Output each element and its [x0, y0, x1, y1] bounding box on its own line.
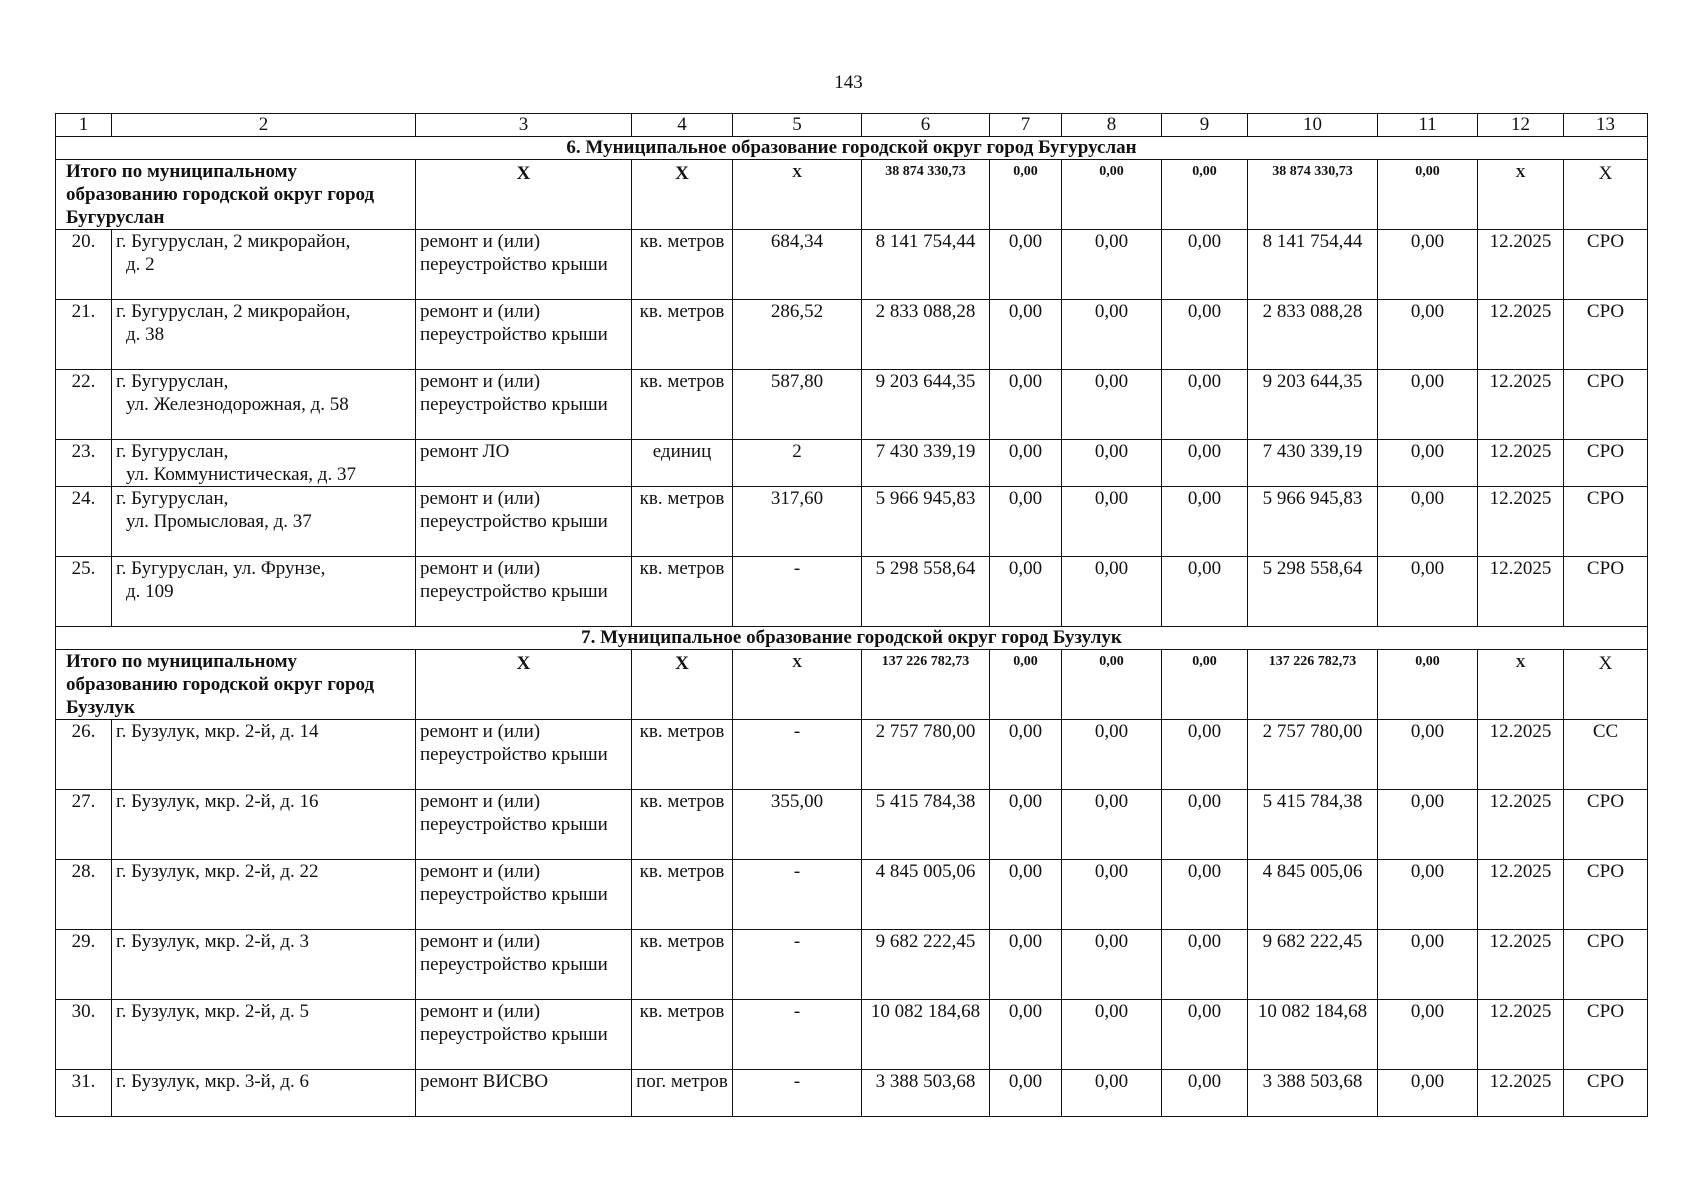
col8-value: 0,00: [1062, 930, 1162, 1000]
col8-value: 0,00: [1062, 440, 1162, 487]
address-line: д. 38: [126, 324, 165, 345]
col11-value: 0,00: [1378, 557, 1478, 627]
column-number-cell: 5: [733, 114, 862, 137]
unit: кв. метров: [632, 487, 733, 557]
work-type: ремонт и (или) переустройство крыши: [416, 300, 632, 370]
row-number: 23.: [56, 440, 112, 487]
col7-value: 0,00: [990, 930, 1062, 1000]
total-cost: 7 430 339,19: [862, 440, 990, 487]
quantity: -: [733, 1070, 862, 1117]
col11-value: 0,00: [1378, 1000, 1478, 1070]
address-line: г. Бузулук, мкр. 2-й, д. 5: [116, 1001, 309, 1022]
total-col10: 38 874 330,73: [1248, 160, 1378, 230]
completion-date: 12.2025: [1478, 300, 1564, 370]
col9-value: 0,00: [1162, 860, 1248, 930]
col9-value: 0,00: [1162, 300, 1248, 370]
column-number-cell: 3: [416, 114, 632, 137]
address-cell: [112, 557, 416, 627]
work-type: ремонт и (или) переустройство крыши: [416, 930, 632, 1000]
work-type: ремонт и (или) переустройство крыши: [416, 487, 632, 557]
col8-value: 0,00: [1062, 300, 1162, 370]
quantity: -: [733, 720, 862, 790]
total-cost: 10 082 184,68: [862, 1000, 990, 1070]
col11-value: 0,00: [1378, 930, 1478, 1000]
total-col7: 0,00: [990, 650, 1062, 720]
quantity: -: [733, 557, 862, 627]
col7-value: 0,00: [990, 557, 1062, 627]
executor: СРО: [1564, 930, 1648, 1000]
executor: СС: [1564, 720, 1648, 790]
total-col8: 0,00: [1062, 650, 1162, 720]
total-executor: X: [1564, 650, 1648, 720]
unit: кв. метров: [632, 720, 733, 790]
col9-value: 0,00: [1162, 720, 1248, 790]
executor: СРО: [1564, 1000, 1648, 1070]
col10-value: 9 682 222,45: [1248, 930, 1378, 1000]
address-line: ул. Коммунистическая, д. 37: [126, 464, 356, 485]
total-cost: 5 298 558,64: [862, 557, 990, 627]
total-cost: 2 757 780,00: [862, 720, 990, 790]
section-title-row: [56, 137, 1648, 160]
total-label: Итого по муниципальному образованию городской округ город Бузулук: [56, 650, 416, 720]
col9-value: 0,00: [1162, 370, 1248, 440]
completion-date: 12.2025: [1478, 440, 1564, 487]
col10-value: 5 966 945,83: [1248, 487, 1378, 557]
col7-value: 0,00: [990, 440, 1062, 487]
total-cost: 2 833 088,28: [862, 300, 990, 370]
col10-value: 10 082 184,68: [1248, 1000, 1378, 1070]
address-cell: [112, 300, 416, 370]
col10-value: 2 757 780,00: [1248, 720, 1378, 790]
address-cell: [112, 230, 416, 300]
completion-date: 12.2025: [1478, 557, 1564, 627]
unit: кв. метров: [632, 1000, 733, 1070]
col7-value: 0,00: [990, 487, 1062, 557]
address-line: ул. Промысловая, д. 37: [126, 511, 312, 532]
unit: кв. метров: [632, 930, 733, 1000]
row-number: 26.: [56, 720, 112, 790]
row-number: 29.: [56, 930, 112, 1000]
col9-value: 0,00: [1162, 930, 1248, 1000]
section-total-row: [56, 650, 1648, 720]
quantity: 317,60: [733, 487, 862, 557]
executor: СРО: [1564, 370, 1648, 440]
address-cell: [112, 860, 416, 930]
total-label: Итого по муниципальному образованию городской округ город Бугуруслан: [56, 160, 416, 230]
total-quantity: X: [733, 650, 862, 720]
table-row: [56, 1070, 1648, 1117]
row-number: 30.: [56, 1000, 112, 1070]
table-row: [56, 1000, 1648, 1070]
unit: кв. метров: [632, 860, 733, 930]
address-cell: [112, 1070, 416, 1117]
col7-value: 0,00: [990, 720, 1062, 790]
address-cell: [112, 790, 416, 860]
col10-value: 5 298 558,64: [1248, 557, 1378, 627]
col10-value: 2 833 088,28: [1248, 300, 1378, 370]
col8-value: 0,00: [1062, 720, 1162, 790]
col8-value: 0,00: [1062, 557, 1162, 627]
completion-date: 12.2025: [1478, 860, 1564, 930]
total-col10: 137 226 782,73: [1248, 650, 1378, 720]
page-number: 143: [834, 72, 863, 93]
column-number-cell: 1: [56, 114, 112, 137]
col10-value: 4 845 005,06: [1248, 860, 1378, 930]
unit: кв. метров: [632, 790, 733, 860]
col8-value: 0,00: [1062, 790, 1162, 860]
total-col8: 0,00: [1062, 160, 1162, 230]
address-cell: [112, 1000, 416, 1070]
completion-date: 12.2025: [1478, 1000, 1564, 1070]
quantity: -: [733, 860, 862, 930]
col10-value: 3 388 503,68: [1248, 1070, 1378, 1117]
total-cost: 5 966 945,83: [862, 487, 990, 557]
col11-value: 0,00: [1378, 720, 1478, 790]
address-line: г. Бузулук, мкр. 2-й, д. 14: [116, 721, 319, 742]
col11-value: 0,00: [1378, 1070, 1478, 1117]
col8-value: 0,00: [1062, 370, 1162, 440]
address-line: г. Бузулук, мкр. 2-й, д. 22: [116, 861, 319, 882]
address-line: ул. Железнодорожная, д. 58: [126, 394, 349, 415]
col8-value: 0,00: [1062, 230, 1162, 300]
col10-value: 5 415 784,38: [1248, 790, 1378, 860]
table-row: [56, 300, 1648, 370]
unit: кв. метров: [632, 370, 733, 440]
col9-value: 0,00: [1162, 487, 1248, 557]
executor: СРО: [1564, 440, 1648, 487]
col7-value: 0,00: [990, 300, 1062, 370]
unit: кв. метров: [632, 230, 733, 300]
executor: СРО: [1564, 860, 1648, 930]
unit: кв. метров: [632, 557, 733, 627]
table-row: [56, 720, 1648, 790]
address-line: г. Бузулук, мкр. 3-й, д. 6: [116, 1071, 309, 1092]
total-date: X: [1478, 160, 1564, 230]
table-row: [56, 230, 1648, 300]
col9-value: 0,00: [1162, 557, 1248, 627]
col10-value: 7 430 339,19: [1248, 440, 1378, 487]
column-number-cell: 6: [862, 114, 990, 137]
total-col9: 0,00: [1162, 160, 1248, 230]
work-type: ремонт ЛО: [416, 440, 632, 487]
total-date: X: [1478, 650, 1564, 720]
quantity: 2: [733, 440, 862, 487]
work-type: ремонт и (или) переустройство крыши: [416, 790, 632, 860]
total-cost: 4 845 005,06: [862, 860, 990, 930]
address-line: г. Бугуруслан,: [116, 488, 229, 509]
table-row: [56, 860, 1648, 930]
unit: кв. метров: [632, 300, 733, 370]
col10-value: 8 141 754,44: [1248, 230, 1378, 300]
col7-value: 0,00: [990, 370, 1062, 440]
col7-value: 0,00: [990, 1070, 1062, 1117]
address-cell: [112, 720, 416, 790]
table-row: [56, 930, 1648, 1000]
address-line: г. Бугуруслан,: [116, 441, 229, 462]
row-number: 28.: [56, 860, 112, 930]
total-cost: 5 415 784,38: [862, 790, 990, 860]
address-cell: [112, 930, 416, 1000]
col7-value: 0,00: [990, 860, 1062, 930]
total-quantity: X: [733, 160, 862, 230]
col10-value: 9 203 644,35: [1248, 370, 1378, 440]
table-row: [56, 790, 1648, 860]
row-number: 25.: [56, 557, 112, 627]
quantity: 684,34: [733, 230, 862, 300]
table-row: [56, 487, 1648, 557]
executor: СРО: [1564, 230, 1648, 300]
work-type: ремонт и (или) переустройство крыши: [416, 720, 632, 790]
total-unit: X: [632, 650, 733, 720]
work-type: ремонт и (или) переустройство крыши: [416, 370, 632, 440]
col8-value: 0,00: [1062, 1000, 1162, 1070]
column-number-cell: 2: [112, 114, 416, 137]
section-title: 7. Муниципальное образование городской округ город Бузулук: [56, 627, 1648, 650]
total-cost: 3 388 503,68: [862, 1070, 990, 1117]
total-work-type: X: [416, 160, 632, 230]
section-total-row: [56, 160, 1648, 230]
completion-date: 12.2025: [1478, 230, 1564, 300]
column-number-cell: 13: [1564, 114, 1648, 137]
col7-value: 0,00: [990, 230, 1062, 300]
row-number: 24.: [56, 487, 112, 557]
total-cost: 8 141 754,44: [862, 230, 990, 300]
column-number-cell: 11: [1378, 114, 1478, 137]
column-number-cell: 4: [632, 114, 733, 137]
completion-date: 12.2025: [1478, 790, 1564, 860]
col11-value: 0,00: [1378, 790, 1478, 860]
completion-date: 12.2025: [1478, 487, 1564, 557]
col9-value: 0,00: [1162, 1000, 1248, 1070]
row-number: 22.: [56, 370, 112, 440]
total-cost: 9 203 644,35: [862, 370, 990, 440]
address-cell: [112, 440, 416, 487]
column-number-cell: 8: [1062, 114, 1162, 137]
col8-value: 0,00: [1062, 860, 1162, 930]
col9-value: 0,00: [1162, 1070, 1248, 1117]
total-col11: 0,00: [1378, 160, 1478, 230]
quantity: -: [733, 930, 862, 1000]
address-line: г. Бузулук, мкр. 2-й, д. 3: [116, 931, 309, 952]
table-row: [56, 557, 1648, 627]
table-body: [56, 114, 1648, 1117]
col8-value: 0,00: [1062, 487, 1162, 557]
total-work-type: X: [416, 650, 632, 720]
address-line: г. Бугуруслан,: [116, 371, 229, 392]
section-title: 6. Муниципальное образование городской округ город Бугуруслан: [56, 137, 1648, 160]
col11-value: 0,00: [1378, 370, 1478, 440]
col11-value: 0,00: [1378, 300, 1478, 370]
quantity: 587,80: [733, 370, 862, 440]
executor: СРО: [1564, 487, 1648, 557]
address-cell: [112, 487, 416, 557]
row-number: 31.: [56, 1070, 112, 1117]
table-row: [56, 440, 1648, 487]
completion-date: 12.2025: [1478, 370, 1564, 440]
column-number-cell: 9: [1162, 114, 1248, 137]
address-line: г. Бузулук, мкр. 2-й, д. 16: [116, 791, 319, 812]
col7-value: 0,00: [990, 790, 1062, 860]
total-executor: X: [1564, 160, 1648, 230]
col7-value: 0,00: [990, 1000, 1062, 1070]
quantity: 355,00: [733, 790, 862, 860]
completion-date: 12.2025: [1478, 720, 1564, 790]
column-number-cell: 12: [1478, 114, 1564, 137]
work-type: ремонт и (или) переустройство крыши: [416, 860, 632, 930]
quantity: 286,52: [733, 300, 862, 370]
total-cost: 9 682 222,45: [862, 930, 990, 1000]
work-type: ремонт ВИСВО: [416, 1070, 632, 1117]
col11-value: 0,00: [1378, 487, 1478, 557]
total-cost: 38 874 330,73: [862, 160, 990, 230]
column-number-row: [56, 114, 1648, 137]
table-row: [56, 370, 1648, 440]
executor: СРО: [1564, 300, 1648, 370]
work-type: ремонт и (или) переустройство крыши: [416, 1000, 632, 1070]
unit: единиц: [632, 440, 733, 487]
col9-value: 0,00: [1162, 790, 1248, 860]
col8-value: 0,00: [1062, 1070, 1162, 1117]
col11-value: 0,00: [1378, 860, 1478, 930]
section-title-row: [56, 627, 1648, 650]
col9-value: 0,00: [1162, 440, 1248, 487]
row-number: 27.: [56, 790, 112, 860]
column-number-cell: 7: [990, 114, 1062, 137]
work-type: ремонт и (или) переустройство крыши: [416, 230, 632, 300]
executor: СРО: [1564, 557, 1648, 627]
total-cost: 137 226 782,73: [862, 650, 990, 720]
executor: СРО: [1564, 1070, 1648, 1117]
repair-program-table: [55, 113, 1648, 1117]
total-unit: X: [632, 160, 733, 230]
row-number: 21.: [56, 300, 112, 370]
col11-value: 0,00: [1378, 440, 1478, 487]
row-number: 20.: [56, 230, 112, 300]
address-line: г. Бугуруслан, 2 микрорайон,: [116, 301, 351, 322]
executor: СРО: [1564, 790, 1648, 860]
completion-date: 12.2025: [1478, 930, 1564, 1000]
col11-value: 0,00: [1378, 230, 1478, 300]
unit: пог. метров: [632, 1070, 733, 1117]
column-number-cell: 10: [1248, 114, 1378, 137]
total-col9: 0,00: [1162, 650, 1248, 720]
work-type: ремонт и (или) переустройство крыши: [416, 557, 632, 627]
address-line: г. Бугуруслан, ул. Фрунзе,: [116, 558, 326, 579]
address-line: д. 2: [126, 254, 155, 275]
completion-date: 12.2025: [1478, 1070, 1564, 1117]
total-col7: 0,00: [990, 160, 1062, 230]
address-line: д. 109: [126, 581, 174, 602]
total-col11: 0,00: [1378, 650, 1478, 720]
address-cell: [112, 370, 416, 440]
address-line: г. Бугуруслан, 2 микрорайон,: [116, 231, 351, 252]
quantity: -: [733, 1000, 862, 1070]
col9-value: 0,00: [1162, 230, 1248, 300]
